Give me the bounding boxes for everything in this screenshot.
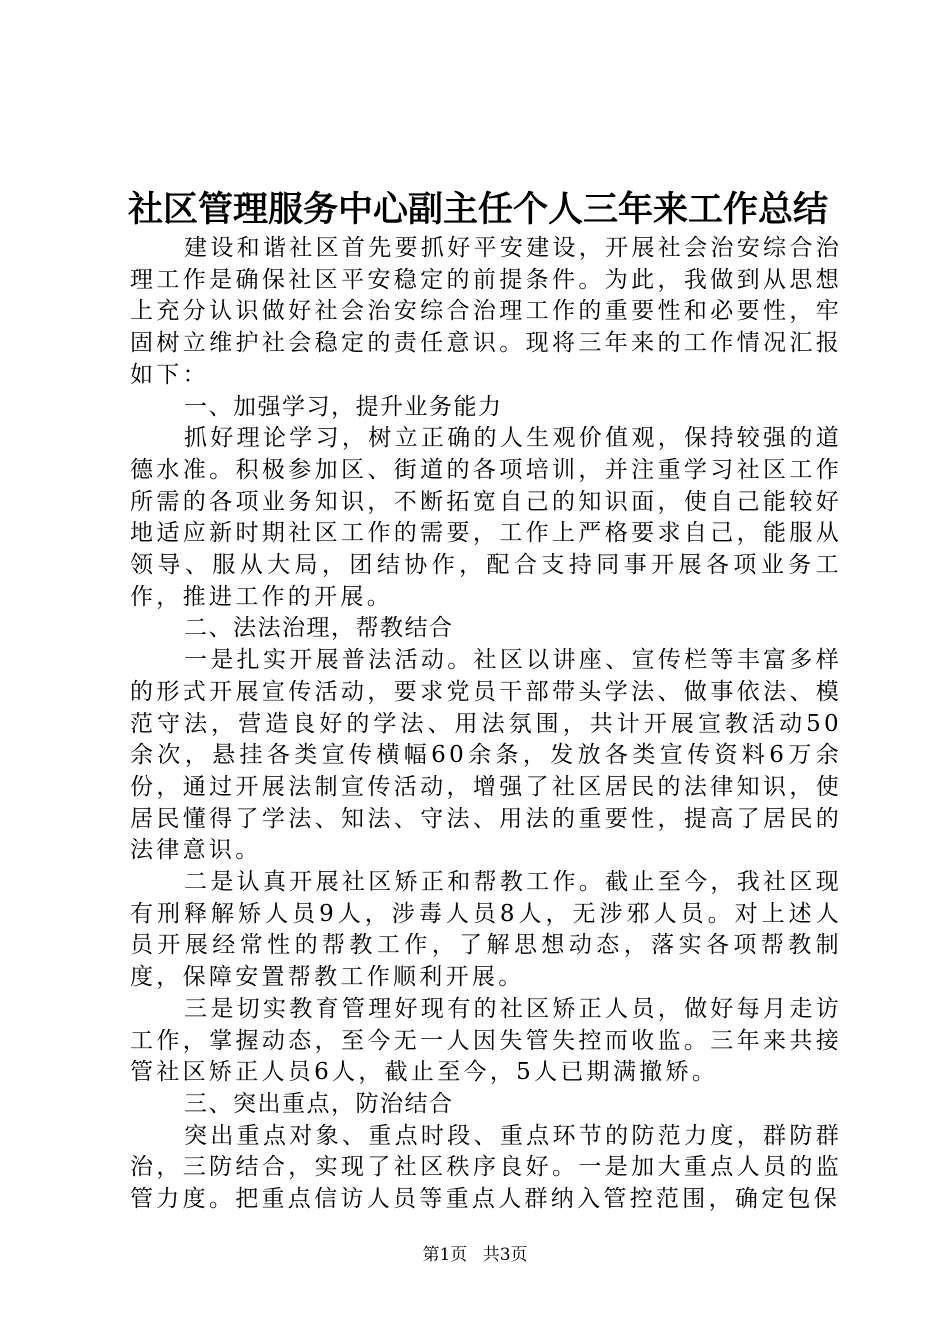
- section-2-paragraph-3: 三是切实教育管理好现有的社区矫正人员，做好每月走访工作，掌握动态，至今无一人因失管失控而收监。三年来共接管社区矫正人员6人，截止至今，5人已期满撤矫。: [130, 995, 842, 1086]
- document-body: [130, 233, 842, 1216]
- section-heading-3: 三、突出重点，防治结合: [184, 1090, 454, 1117]
- section-3-paragraph: 突出重点对象、重点时段、重点环节的防范力度，群防群治，三防结合，实现了社区秩序良好。一是加大重点人员的监管力度。把重点信访人员等重点人群纳入管控范围，确定包保: [130, 1122, 842, 1213]
- document-title: 社区管理服务中心副主任个人三年来工作总结: [128, 189, 829, 230]
- section-1-paragraph: 抓好理论学习，树立正确的人生观价值观，保持较强的道德水准。积极参加区、街道的各项培训，并注重学习社区工作所需的各项业务知识，不断拓宽自己的知识面，使自己能较好地适应新时期社区工作的需要，工作上严格要求自己，能服从领导、服从大局，团结协作，配合支持同事开展各项业务工作，推进工作的开展。: [130, 425, 842, 610]
- section-2-paragraph-2: 二是认真开展社区矫正和帮教工作。截止至今，我社区现有刑释解矫人员9人，涉毒人员8人，无涉邪人员。对上述人员开展经常性的帮教工作，了解思想动态，落实各项帮教制度，保障安置帮教工作顺利开展。: [130, 869, 842, 991]
- page-number: 第1页 共3页: [422, 1245, 528, 1265]
- section-heading-1: 一、加强学习，提升业务能力: [184, 393, 503, 420]
- section-2-paragraph-1: 一是扎实开展普法活动。社区以讲座、宣传栏等丰富多样的形式开展宣传活动，要求党员干部带头学法、做事依法、模范守法，营造良好的学法、用法氛围，共计开展宣教活动50余次，悬挂各类宣传横幅60余条，发放各类宣传资料6万余份，通过开展法制宣传活动，增强了社区居民的法律知识，使居民懂得了学法、知法、守法、用法的重要性，提高了居民的法律意识。: [130, 647, 842, 864]
- intro-paragraph: 建设和谐社区首先要抓好平安建设，开展社会治安综合治理工作是确保社区平安稳定的前提条件。为此，我做到从思想上充分认识做好社会治安综合治理工作的重要性和必要性，牢固树立维护社会稳定的责任意识。现将三年来的工作情况汇报如下：: [130, 235, 842, 388]
- section-heading-2: 二、法法治理，帮教结合: [184, 615, 454, 642]
